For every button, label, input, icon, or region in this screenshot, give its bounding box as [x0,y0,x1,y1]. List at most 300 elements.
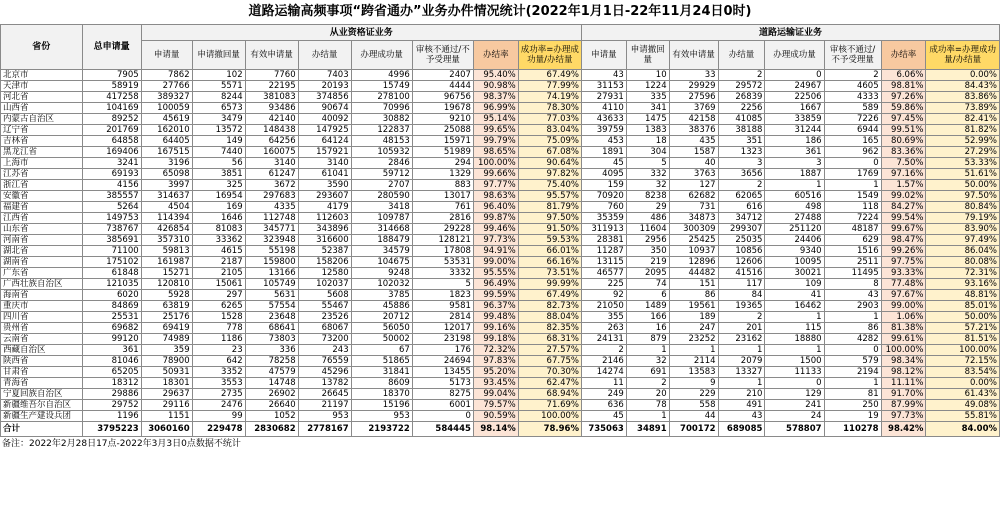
province-cell: 河南省 [1,235,83,246]
province-cell: 吉林省 [1,136,83,147]
value-cell: 13455 [412,367,473,378]
value-cell: 1 [718,378,765,389]
value-cell: 56050 [351,323,412,334]
value-cell: 51.61% [926,169,1000,180]
value-cell: 1224 [626,81,669,92]
value-cell: 50931 [141,367,192,378]
province-cell: 北京市 [1,70,83,81]
table-row [1,268,1000,279]
value-cell: 100.00% [926,345,1000,356]
value-cell: 1 [669,345,718,356]
table-row [1,92,1000,103]
value-cell: 96.40% [473,202,518,213]
province-cell: 新疆维吾尔自治区 [1,400,83,411]
value-cell: 735063 [581,422,626,437]
table-row [1,180,1000,191]
value-cell: 11 [581,378,626,389]
value-cell: 3479 [192,114,245,125]
value-cell: 151 [669,279,718,290]
value-cell: 6020 [82,290,141,301]
value-cell: 100.00% [473,158,518,169]
subheader-b-7: 成功率=办理成功量/办结量 [926,41,1000,70]
value-cell: 1 [765,180,824,191]
value-cell: 1329 [412,169,473,180]
table-row [1,235,1000,246]
province-cell: 浙江省 [1,180,83,191]
value-cell: 34891 [626,422,669,437]
value-cell: 78 [626,400,669,411]
value-cell: 761 [412,202,473,213]
value-cell: 26902 [245,389,298,400]
value-cell: 19365 [718,301,765,312]
value-cell: 117 [718,279,765,290]
province-cell: 新疆生产建设兵团 [1,411,83,422]
table-row [1,323,1000,334]
value-cell: 99.16% [473,323,518,334]
value-cell: 129 [765,389,824,400]
value-cell: 43 [718,411,765,422]
value-cell: 26645 [298,389,351,400]
value-cell: 27596 [669,92,718,103]
subheader-b-3: 办结量 [718,41,765,70]
value-cell: 7760 [245,70,298,81]
value-cell: 77.03% [518,114,581,125]
table-row [1,169,1000,180]
value-cell: 95.55% [473,268,518,279]
value-cell: 71.69% [518,400,581,411]
value-cell: 98.12% [881,367,926,378]
value-cell: 120810 [141,279,192,290]
value-cell: 7905 [82,70,141,81]
province-cell: 黑龙江省 [1,147,83,158]
value-cell: 44 [669,411,718,422]
value-cell: 59.86% [881,103,926,114]
value-cell: 15271 [141,268,192,279]
value-cell: 357310 [141,235,192,246]
value-cell: 149 [192,136,245,147]
value-cell: 34579 [351,246,412,257]
value-cell: 99.67% [881,224,926,235]
value-cell: 9210 [412,114,473,125]
value-cell: 314668 [351,224,412,235]
province-cell: 湖南省 [1,257,83,268]
value-cell: 3763 [669,169,718,180]
value-cell: 81046 [82,356,141,367]
value-cell: 88.04% [518,312,581,323]
value-cell: 78258 [245,356,298,367]
value-cell: 2 [626,378,669,389]
value-cell: 5 [412,279,473,290]
table-row [1,191,1000,202]
value-cell: 0 [765,70,824,81]
value-cell: 60516 [765,191,824,202]
value-cell: 389327 [141,92,192,103]
value-cell: 2 [824,70,881,81]
value-cell: 7440 [192,147,245,158]
subheader-b-0: 申请量 [581,41,626,70]
value-cell: 99.46% [473,224,518,235]
value-cell: 3140 [245,158,298,169]
value-cell: 73200 [298,334,351,345]
value-cell: 7226 [824,114,881,125]
value-cell: 166 [626,312,669,323]
value-cell: 3241 [82,158,141,169]
value-cell: 3418 [351,202,412,213]
value-cell: 96.99% [473,103,518,114]
value-cell: 74.19% [518,92,581,103]
value-cell: 15749 [351,81,412,92]
value-cell: 13583 [669,367,718,378]
value-cell: 351 [718,136,765,147]
value-cell: 72.15% [926,356,1000,367]
value-cell: 74 [626,279,669,290]
value-cell: 82.35% [518,323,581,334]
value-cell: 1 [765,345,824,356]
value-cell: 100059 [141,103,192,114]
province-cell: 重庆市 [1,301,83,312]
value-cell: 8238 [626,191,669,202]
value-cell: 48153 [351,136,412,147]
value-cell: 99.99% [518,279,581,290]
value-cell: 219 [626,257,669,268]
table-row [1,378,1000,389]
value-cell: 69419 [141,323,192,334]
value-cell: 2816 [412,213,473,224]
value-cell: 1 [718,345,765,356]
table-row [1,246,1000,257]
value-cell: 10095 [765,257,824,268]
value-cell: 65098 [141,169,192,180]
value-cell: 22506 [765,92,824,103]
value-cell: 55198 [245,246,298,257]
stats-table [0,24,1000,437]
value-cell: 4110 [581,103,626,114]
value-cell: 19 [824,411,881,422]
value-cell: 385557 [82,191,141,202]
value-cell: 2114 [669,356,718,367]
value-cell: 97.50% [926,191,1000,202]
value-cell: 83.04% [518,125,581,136]
value-cell: 243 [298,345,351,356]
value-cell: 0.00% [926,378,1000,389]
value-cell: 0 [412,411,473,422]
value-cell: 40 [669,158,718,169]
value-cell: 97.77% [473,180,518,191]
value-cell: 81083 [192,224,245,235]
subheader-a-6: 办结率 [473,41,518,70]
value-cell: 93486 [245,103,298,114]
value-cell: 20193 [298,81,351,92]
value-cell: 67.49% [518,290,581,301]
value-cell: 97.16% [881,169,926,180]
value-cell: 14748 [245,378,298,389]
footnote: 备注：2022年2月28日17点-2022年3月3日0点数据不统计 [2,439,241,449]
value-cell: 29116 [141,400,192,411]
value-cell: 50002 [351,334,412,345]
value-cell: 99.54% [881,213,926,224]
value-cell: 2 [718,180,765,191]
value-cell: 0 [824,158,881,169]
table-row [1,279,1000,290]
value-cell: 147925 [298,125,351,136]
subheader-b-2: 有效申请量 [669,41,718,70]
value-cell: 27.29% [926,147,1000,158]
province-cell: 青海省 [1,378,83,389]
value-cell: 83.86% [926,92,1000,103]
value-cell: 16 [626,323,669,334]
province-cell: 西藏自治区 [1,345,83,356]
table-row [1,81,1000,92]
value-cell: 18312 [82,378,141,389]
value-cell: 4179 [298,202,351,213]
value-cell: 350 [626,246,669,257]
value-cell: 47579 [245,367,298,378]
value-cell: 87.99% [881,400,926,411]
value-cell: 75.40% [518,180,581,191]
value-cell: 210 [718,389,765,400]
value-cell: 2193722 [351,422,412,437]
value-cell: 12606 [718,257,765,268]
value-cell: 99.65% [473,125,518,136]
value-cell: 68.94% [518,389,581,400]
value-cell: 80.08% [926,257,1000,268]
value-cell: 689085 [718,422,765,437]
value-cell: 75.09% [518,136,581,147]
header-province: 省份 [1,25,83,70]
subheader-a-4: 办理成功量 [351,41,412,70]
province-cell: 宁夏回族自治区 [1,389,83,400]
value-cell: 92 [581,290,626,301]
value-cell: 61.43% [926,389,1000,400]
value-cell: 4605 [824,81,881,92]
value-cell: 293607 [298,191,351,202]
value-cell: 2194 [824,367,881,378]
value-cell: 71100 [82,246,141,257]
value-cell: 114394 [141,213,192,224]
value-cell: 1489 [626,301,669,312]
value-cell: 78900 [141,356,192,367]
value-cell: 99.59% [473,290,518,301]
value-cell: 4444 [412,81,473,92]
value-cell: 167515 [141,147,192,158]
value-cell: 3997 [141,180,192,191]
value-cell: 879 [626,334,669,345]
value-cell: 99.87% [473,213,518,224]
table-row [1,290,1000,301]
value-cell: 33 [669,70,718,81]
value-cell: 23 [192,345,245,356]
value-cell: 97.73% [473,235,518,246]
value-cell: 9248 [351,268,412,279]
value-cell: 62.47% [518,378,581,389]
value-cell: 19678 [412,103,473,114]
value-cell: 65205 [82,367,141,378]
value-cell: 8609 [351,378,412,389]
value-cell: 99.00% [881,301,926,312]
value-cell: 104675 [351,257,412,268]
value-cell: 78.96% [518,422,581,437]
value-cell: 99.51% [881,125,926,136]
value-cell: 6 [626,290,669,301]
value-cell: 99 [192,411,245,422]
value-cell: 48187 [824,224,881,235]
value-cell: 72.31% [926,268,1000,279]
value-cell: 3656 [718,169,765,180]
province-cell: 广东省 [1,268,83,279]
value-cell: 24967 [765,81,824,92]
value-cell: 43 [581,70,626,81]
value-cell: 486 [626,213,669,224]
value-cell: 1475 [626,114,669,125]
value-cell: 4095 [581,169,626,180]
value-cell: 2778167 [298,422,351,437]
value-cell: 95.57% [518,191,581,202]
value-cell: 4504 [141,202,192,213]
value-cell: 29637 [141,389,192,400]
table-row [1,103,1000,114]
value-cell: 5571 [192,81,245,92]
value-cell: 498 [765,202,824,213]
value-cell: 5608 [298,290,351,301]
value-cell: 165 [824,136,881,147]
value-cell: 67.08% [518,147,581,158]
table-row [1,70,1000,81]
subheader-b-1: 申请撤回量 [626,41,669,70]
table-row [1,400,1000,411]
subheader-b-5: 审核不通过/不予受理量 [824,41,881,70]
value-cell: 1887 [765,169,824,180]
value-cell: 778 [192,323,245,334]
value-cell: 10937 [669,246,718,257]
value-cell: 78.30% [518,103,581,114]
value-cell: 73.51% [518,268,581,279]
page-title: 道路运输高频事项“跨省通办”业务办件情况统计(2022年1月1日-22年11月24日0时) [248,4,752,19]
value-cell: 2256 [718,103,765,114]
value-cell: 169 [192,202,245,213]
value-cell: 100.00% [881,345,926,356]
table-row [1,301,1000,312]
value-cell: 93.33% [881,268,926,279]
value-cell: 27.57% [518,345,581,356]
value-cell: 48.81% [926,290,1000,301]
value-cell: 29 [626,202,669,213]
value-cell: 84 [718,290,765,301]
value-cell: 105932 [351,147,412,158]
value-cell: 11287 [581,246,626,257]
value-cell: 41085 [718,114,765,125]
value-cell: 3332 [412,268,473,279]
value-cell: 731 [669,202,718,213]
value-cell: 584445 [412,422,473,437]
value-cell: 85.01% [926,301,1000,312]
value-cell: 99.04% [473,389,518,400]
value-cell: 97.45% [881,114,926,125]
value-cell: 15061 [192,279,245,290]
value-cell: 70.30% [518,367,581,378]
value-cell: 86 [824,323,881,334]
value-cell: 18301 [141,378,192,389]
value-cell: 1 [824,312,881,323]
value-cell: 2511 [824,257,881,268]
value-cell: 629 [824,235,881,246]
value-cell: 2814 [412,312,473,323]
value-cell: 15196 [351,400,412,411]
value-cell: 38376 [669,125,718,136]
value-cell: 1549 [824,191,881,202]
value-cell: 160075 [245,147,298,158]
value-cell: 953 [351,411,412,422]
value-cell: 24131 [581,334,626,345]
value-cell: 41516 [718,268,765,279]
value-cell: 247 [669,323,718,334]
value-cell: 4156 [82,180,141,191]
value-cell: 99.79% [473,136,518,147]
value-cell: 883 [412,180,473,191]
value-cell: 29929 [669,81,718,92]
value-cell: 49.08% [926,400,1000,411]
value-cell: 278100 [351,92,412,103]
value-cell: 56 [192,158,245,169]
province-cell: 天津市 [1,81,83,92]
value-cell: 21050 [581,301,626,312]
value-cell: 83.36% [881,147,926,158]
value-cell: 70996 [351,103,412,114]
subheader-a-3: 办结量 [298,41,351,70]
value-cell: 81.38% [881,323,926,334]
value-cell: 89252 [82,114,141,125]
value-cell: 578807 [765,422,824,437]
value-cell: 55.81% [926,411,1000,422]
value-cell: 16462 [765,301,824,312]
value-cell: 20712 [351,312,412,323]
value-cell: 12896 [669,257,718,268]
value-cell: 297683 [245,191,298,202]
value-cell: 61247 [245,169,298,180]
value-cell: 112748 [245,213,298,224]
value-cell: 70920 [581,191,626,202]
value-cell: 109 [765,279,824,290]
subheader-b-4: 办理成功量 [765,41,824,70]
value-cell: 11495 [824,268,881,279]
value-cell: 23648 [245,312,298,323]
value-cell: 2476 [192,400,245,411]
value-cell: 3672 [245,180,298,191]
value-cell: 30882 [351,114,412,125]
province-cell: 内蒙古自治区 [1,114,83,125]
value-cell: 2 [718,312,765,323]
table-row [1,411,1000,422]
value-cell: 1052 [245,411,298,422]
value-cell: 98.47% [881,235,926,246]
value-cell: 3785 [351,290,412,301]
value-cell: 2956 [626,235,669,246]
value-cell: 700172 [669,422,718,437]
value-cell: 27931 [581,92,626,103]
value-cell: 1646 [192,213,245,224]
value-cell: 96.37% [473,301,518,312]
value-cell: 40092 [298,114,351,125]
value-cell: 1 [626,411,669,422]
value-cell: 341 [626,103,669,114]
value-cell: 149753 [82,213,141,224]
value-cell: 62682 [669,191,718,202]
value-cell: 2105 [192,268,245,279]
value-cell: 6573 [192,103,245,114]
value-cell: 9581 [412,301,473,312]
value-cell: 81.79% [518,202,581,213]
value-cell: 90.59% [473,411,518,422]
value-cell: 95.14% [473,114,518,125]
